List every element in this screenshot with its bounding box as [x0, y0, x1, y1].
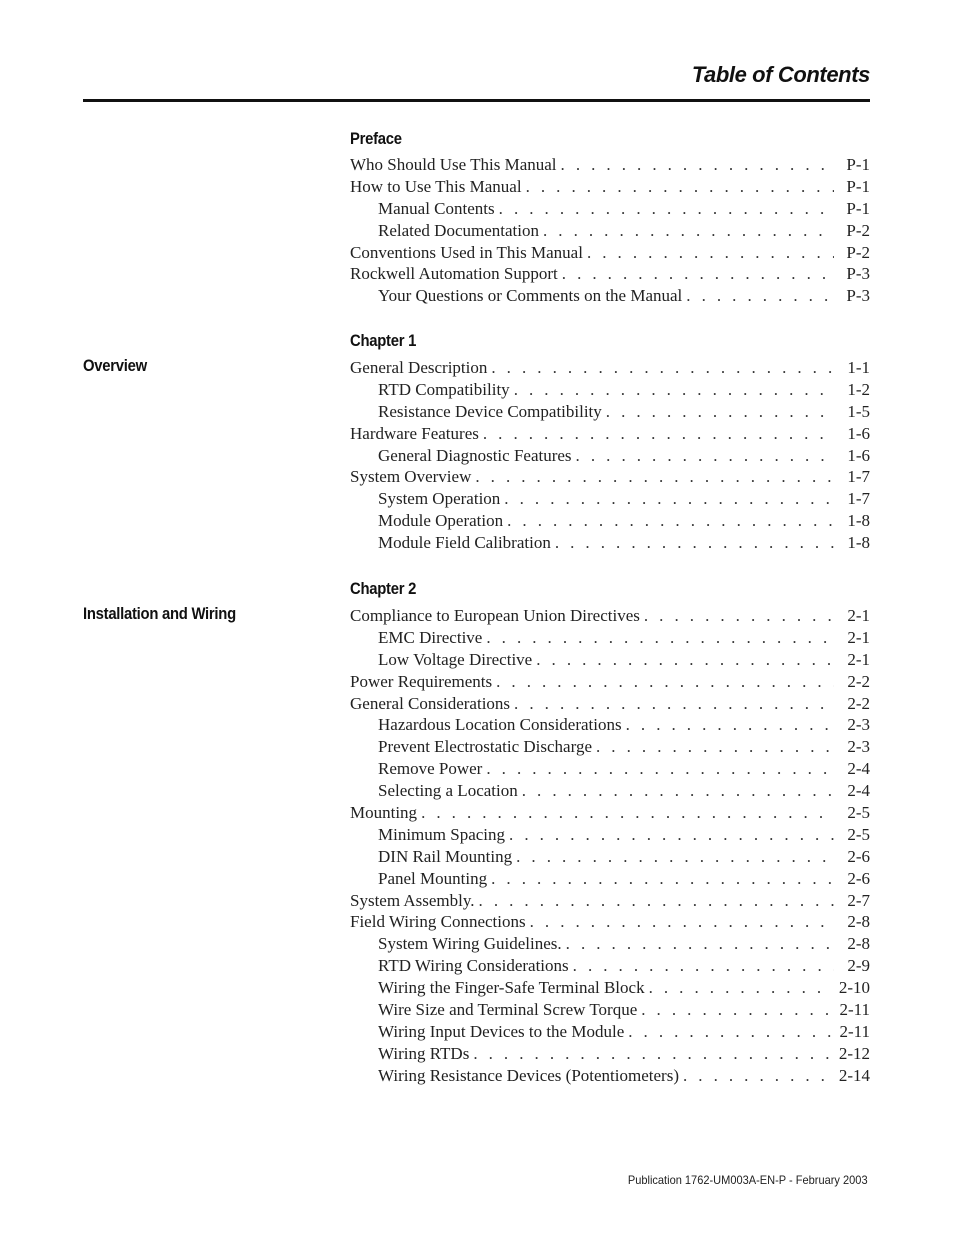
- toc-entry[interactable]: [350, 1043, 870, 1065]
- dot-leader: [499, 198, 834, 220]
- toc-entry-title: General Diagnostic Features: [378, 445, 572, 465]
- toc-entry[interactable]: [350, 242, 870, 264]
- dot-leader: [486, 758, 834, 780]
- toc-entry[interactable]: [350, 846, 870, 868]
- dot-leader: [507, 510, 834, 532]
- dot-leader: [522, 780, 834, 802]
- toc-entry-title: System Overview: [350, 467, 472, 487]
- toc-entry[interactable]: [350, 176, 870, 198]
- toc-entry-page: 2-1: [847, 606, 870, 625]
- toc-entry-page: 2-2: [847, 693, 870, 713]
- toc-entry-page: 2-1: [847, 627, 870, 647]
- toc-entry-page: 2-9: [847, 956, 870, 976]
- toc-entry-title: Module Field Calibration: [378, 533, 551, 553]
- dot-leader: [536, 649, 834, 671]
- toc-entry-title: Field Wiring Connections: [350, 912, 526, 932]
- toc-entry-page: 1-8: [847, 511, 870, 531]
- toc-entry-title: Rockwell Automation Support: [350, 264, 558, 284]
- toc-entry-page: 2-7: [847, 890, 870, 910]
- publication-footer: Publication 1762-UM003A-EN-P - February 2003: [628, 1173, 868, 1187]
- toc-entry[interactable]: [350, 263, 870, 285]
- toc-entry-page: 2-3: [847, 715, 870, 735]
- dot-leader: [573, 955, 834, 977]
- toc-entry[interactable]: [350, 890, 870, 912]
- toc-entry-title: Your Questions or Comments on the Manual: [378, 286, 683, 306]
- toc-entry[interactable]: [350, 999, 870, 1021]
- toc-entry-page: 1-8: [847, 533, 870, 553]
- toc-entry[interactable]: [350, 220, 870, 242]
- toc-entry[interactable]: [350, 868, 870, 890]
- toc-entry-page: 2-2: [847, 671, 870, 691]
- toc-entry-page: 2-6: [847, 846, 870, 866]
- toc-entry-title: Related Documentation: [378, 220, 539, 240]
- toc-entry-title: Power Requirements: [350, 671, 493, 691]
- toc-entry-page: 2-4: [847, 759, 870, 779]
- dot-leader: [555, 532, 834, 554]
- toc-list-preface: [350, 154, 870, 307]
- dot-leader: [421, 802, 834, 824]
- toc-entry-title: Hazardous Location Considerations: [378, 715, 622, 735]
- toc-entry[interactable]: [350, 466, 870, 488]
- toc-entry-title: Conventions Used in This Manual: [350, 242, 583, 262]
- toc-entry-page: P-1: [846, 198, 870, 218]
- dot-leader: [526, 176, 834, 198]
- toc-entry-title: Module Operation: [378, 511, 504, 531]
- dot-leader: [628, 1021, 833, 1043]
- toc-entry[interactable]: [350, 933, 870, 955]
- dot-leader: [486, 627, 834, 649]
- toc-entry[interactable]: [350, 423, 870, 445]
- toc-entry[interactable]: [350, 671, 870, 693]
- toc-entry-title: Wiring Input Devices to the Module: [378, 1021, 625, 1041]
- toc-entry[interactable]: [350, 649, 870, 671]
- toc-entry-title: How to Use This Manual: [350, 176, 522, 196]
- toc-entry-title: Mounting: [350, 803, 418, 823]
- toc-entry-title: Wire Size and Terminal Screw Torque: [378, 1000, 638, 1020]
- toc-entry[interactable]: [350, 693, 870, 715]
- toc-entry-page: 2-6: [847, 868, 870, 888]
- toc-entry-page: 1-2: [847, 379, 870, 399]
- toc-entry[interactable]: [350, 780, 870, 802]
- toc-entry-title: Remove Power: [378, 759, 483, 779]
- toc-entry-page: 2-12: [838, 1043, 870, 1063]
- dot-leader: [566, 933, 834, 955]
- toc-entry-page: 2-14: [838, 1065, 870, 1085]
- toc-entry[interactable]: [350, 510, 870, 532]
- toc-entry-page: P-2: [846, 242, 870, 262]
- toc-entry-title: System Wiring Guidelines.: [378, 934, 562, 954]
- toc-entry-page: 2-5: [847, 803, 870, 823]
- dot-leader: [509, 824, 834, 846]
- section-label-chapter-1: Chapter 1: [350, 332, 417, 350]
- dot-leader: [596, 736, 834, 758]
- dot-leader: [683, 1065, 833, 1087]
- toc-entry-page: 2-11: [839, 1021, 870, 1041]
- toc-entry-page: P-1: [846, 155, 870, 174]
- toc-entry[interactable]: [350, 1021, 870, 1043]
- toc-entry[interactable]: [350, 445, 870, 467]
- dot-leader: [562, 263, 834, 285]
- toc-entry-title: Panel Mounting: [378, 868, 488, 888]
- dot-leader: [641, 999, 833, 1021]
- dot-leader: [514, 693, 834, 715]
- toc-entry-title: RTD Wiring Considerations: [378, 956, 569, 976]
- toc-entry[interactable]: [350, 488, 870, 510]
- dot-leader: [473, 1043, 833, 1065]
- dot-leader: [543, 220, 834, 242]
- dot-leader: [626, 714, 834, 736]
- toc-entry[interactable]: [350, 911, 870, 933]
- dot-leader: [686, 285, 834, 307]
- toc-entry-title: EMC Directive: [378, 627, 483, 647]
- dot-leader: [530, 911, 834, 933]
- toc-entry-page: 2-8: [847, 912, 870, 932]
- chapter-title-installation-and-wiring: Installation and Wiring: [83, 605, 236, 623]
- toc-entry-title: Wiring the Finger-Safe Terminal Block: [378, 978, 645, 998]
- toc-entry-title: Manual Contents: [378, 198, 495, 218]
- toc-entry-title: Hardware Features: [350, 423, 479, 443]
- toc-entry[interactable]: [350, 154, 870, 176]
- dot-leader: [576, 445, 834, 467]
- toc-entry-page: 1-7: [847, 467, 870, 487]
- toc-entry-title: DIN Rail Mounting: [378, 846, 513, 866]
- toc-entry[interactable]: [350, 285, 870, 307]
- toc-entry[interactable]: [350, 758, 870, 780]
- toc-entry-title: Wiring Resistance Devices (Potentiometers): [378, 1065, 679, 1085]
- toc-entry[interactable]: [350, 977, 870, 999]
- page-title: Table of Contents: [691, 62, 870, 87]
- toc-entry-title: Resistance Device Compatibility: [378, 401, 602, 421]
- toc-entry-title: Wiring RTDs: [378, 1043, 470, 1063]
- chapter-title-overview: Overview: [83, 357, 147, 375]
- dot-leader: [514, 379, 834, 401]
- toc-entry[interactable]: [350, 714, 870, 736]
- toc-entry-page: 1-6: [847, 423, 870, 443]
- dot-leader: [496, 671, 834, 693]
- dot-leader: [483, 423, 834, 445]
- toc-entry-page: 2-3: [847, 737, 870, 757]
- toc-entry-page: 2-1: [847, 649, 870, 669]
- section-label-preface: Preface: [350, 130, 402, 148]
- dot-leader: [516, 846, 834, 868]
- toc-entry-page: 1-5: [847, 401, 870, 421]
- toc-entry[interactable]: [350, 802, 870, 824]
- toc-entry-title: Compliance to European Union Directives: [350, 606, 640, 625]
- toc-entry[interactable]: [350, 605, 870, 627]
- toc-entry-title: System Operation: [378, 489, 501, 509]
- toc-entry-page: 1-7: [847, 489, 870, 509]
- toc-entry-title: Minimum Spacing: [378, 824, 506, 844]
- toc-entry-page: P-1: [846, 176, 870, 196]
- toc-entry-title: Selecting a Location: [378, 781, 518, 801]
- dot-leader: [479, 890, 834, 912]
- toc-entry[interactable]: [350, 955, 870, 977]
- toc-entry[interactable]: [350, 736, 870, 758]
- dot-leader: [587, 242, 834, 264]
- toc-entry-page: 1-6: [847, 445, 870, 465]
- section-label-chapter-2: Chapter 2: [350, 580, 417, 598]
- toc-entry-page: 2-8: [847, 934, 870, 954]
- toc-entry-page: 2-5: [847, 824, 870, 844]
- toc-entry-page: 2-4: [847, 781, 870, 801]
- toc-entry-page: 1-1: [847, 358, 870, 377]
- toc-entry[interactable]: [350, 532, 870, 554]
- toc-entry[interactable]: [350, 1065, 870, 1087]
- toc-list-chapter-2: [350, 605, 870, 1087]
- toc-entry[interactable]: [350, 401, 870, 423]
- toc-entry[interactable]: [350, 379, 870, 401]
- toc-entry[interactable]: [350, 357, 870, 379]
- dot-leader: [504, 488, 834, 510]
- toc-entry-page: P-3: [846, 264, 870, 284]
- toc-entry-title: General Description: [350, 358, 488, 377]
- header-rule: [83, 99, 870, 102]
- toc-entry-title: Low Voltage Directive: [378, 649, 533, 669]
- toc-entry-title: Prevent Electrostatic Discharge: [378, 737, 592, 757]
- dot-leader: [491, 357, 834, 379]
- toc-entry-page: P-2: [846, 220, 870, 240]
- dot-leader: [649, 977, 833, 999]
- toc-list-chapter-1: [350, 357, 870, 554]
- toc-entry[interactable]: [350, 627, 870, 649]
- toc-entry-title: RTD Compatibility: [378, 379, 510, 399]
- toc-entry[interactable]: [350, 198, 870, 220]
- dot-leader: [606, 401, 834, 423]
- dot-leader: [561, 154, 834, 176]
- toc-entry-page: 2-10: [838, 978, 870, 998]
- toc-entry-title: General Considerations: [350, 693, 511, 713]
- toc-entry-page: 2-11: [839, 1000, 870, 1020]
- dot-leader: [491, 868, 834, 890]
- dot-leader: [644, 605, 834, 627]
- toc-entry-title: Who Should Use This Manual: [350, 155, 557, 174]
- toc-entry[interactable]: [350, 824, 870, 846]
- toc-entry-title: System Assembly.: [350, 890, 475, 910]
- dot-leader: [475, 466, 834, 488]
- toc-entry-page: P-3: [846, 286, 870, 306]
